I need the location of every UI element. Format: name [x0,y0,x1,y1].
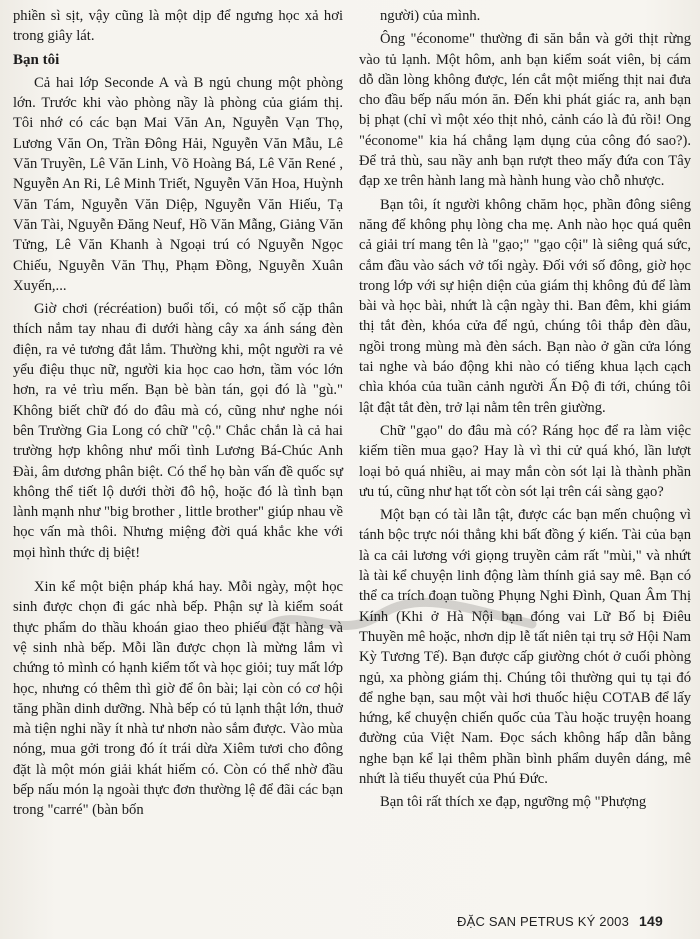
publication-title: ĐẶC SAN PETRUS KÝ 2003 [457,914,630,929]
left-column [13,6,343,824]
right-column [359,6,691,816]
paragraph: Một bạn có tài lẫn tật, được các bạn mến chuộng vì tánh bộc trực nói thẳng khi bất đồng ý kiến. Tài của bạn là ca cải lương với giọng truyền cảm rất "mùi," và nhứt là tài kể chuyện linh động làm thính giả say mê. Bạn có thể ca trích đoạn tuồng Phụng Nghi Đình, Quan Âm Thị Kính (Khi ở Hà Nội bạn đóng vai Lữ Bố bị Điêu Thuyền mê hoặc, nhơn dịp lễ tất niên tại trụ sở Hội Nam Kỳ Tương Tế). Bạn được cấp giường chót ở cuối phòng ngủ, xa phòng giám thị. Chúng tôi thường qui tụ tại đó để nghe bạn, sau một vài hơi thuốc hiệu COTAB để lấy hứng, kể chuyện chiến quốc của Tàu hoặc truyện hoang đường của Việt Nam. Đọc sách không hấp dẫn bằng nghe bạn kể lại thêm phần bình phẩm duyên dáng, mê nhứt là tiểu thuyết của Phú Đức. [359,507,691,787]
section-heading: Bạn tôi [13,51,60,68]
paragraph: Giờ chơi (récréation) buổi tối, có một số cặp thân thích nắm tay nhau đi dưới hàng cây xa ánh sáng đèn điện, ra vẻ tương đắt lắm. Thường khi, một người ra vẻ yểu điệu thục nữ, người kia học cao hơn, tầm vóc lớn hơn, ra vẻ trìu mến. Bạn bè bàn tán, gọi đó là "gù." Không biết chữ đó do đâu mà có, cũng như nghe nói bên Trường Gia Long có chữ "cộ." Chắc chắn là cả hai trường hợp không như mối tình Lương Bá-Chúc Anh Đài, âm dương phân biệt. Có thể họ bàn vấn đề quốc sự không thể tiết lộ dưới thời đô hộ, hoặc đó là tình bạn lành mạnh như "big brother , little brother" giúp nhau về học vấn mà thôi. Nhưng miệng đời quá khắc khe với mọi hình thức dị biệt! [13,301,343,561]
paragraph: Xin kể một biện pháp khá hay. Mỗi ngày, một học sinh được chọn đi gác nhà bếp. Phận sự là kiểm soát thực phẩm do thầu khoán giao theo phiếu đặt hàng và vệ sinh nhà bếp. Mỗi lần được chọn là mừng lắm vì chứng tỏ mình có hạnh kiểm tốt và học giỏi; tuy mất lớp học, nhưng có thêm thì giờ để ôn bài; lại còn có cơ hội tăng phần dinh dưỡng. Nhà bếp có tủ lạnh thật lớn, thuở mà tiện nghi nầy ít nhà tư nhơn nào sắm được. Vào mùa nóng, mua gởi trong đó ít trái dừa Xiêm tươi cho đông đặt là một món giải khát hiếm có. Còn có thể nhờ đầu bếp nấu món lạ ngoài thực đơn thường lệ để đãi các bạn trong "carré" (bàn bốn [13,579,343,819]
paragraph: Ông "économe" thường đi săn bắn và gởi thịt rừng vào tủ lạnh. Một hôm, anh bạn kiểm soát viên, bị cám dỗ dần lòng không được, lén cắt một miếng thịt nai đưa cho đầu bếp nấu món ăn. Đến khi phát giác ra, anh bạn bị phạt (chỉ vì một xéo thịt nhỏ, cảnh cáo là đủ rồi! Ong "économe" kia há chẳng lạm dụng của công đó sao?). Để trả thù, sau nầy anh bạn rượt theo mấy đứa con Tây đạp xe trên hành lang mà hành hung vào chỗ nhược. [359,31,691,190]
paragraph: Chữ "gạo" do đâu mà có? Ráng học để ra làm việc kiếm tiền mua gạo? Hay là vì thi cử quá khó, lần lượt loại bỏ quá nhiều, ai may mắn còn sót lại là thành phần ưu tú, cũng như hạt tốt còn sót lại trên cái sàng gạo? [359,422,691,500]
watermark-graphic [258,598,538,646]
page-number: 149 [639,913,663,929]
page-footer [457,913,687,929]
paragraph: phiền sì sịt, vậy cũng là một dịp để ngưng học xả hơi trong giây lát. [13,8,343,45]
paragraph: người) của mình. [380,8,481,24]
paragraph: Bạn tôi rất thích xe đạp, ngưỡng mộ "Phượng [380,794,647,811]
paragraph: Bạn tôi, ít người không chăm học, phần đông siêng năng để không phụ lòng cha mẹ. Anh nào học quá quên cả giải trí mang tên là "gạo;" "gạo cội" là siêng quá sức, cắm đầu vào sách vở tối ngày. Đối với số đông, giờ học trong lớp với sự hiện diện của giám thị không đủ để làm bài và học bài, nhứt là cận ngày thi. Ban đêm, khi giám thị tắt đèn, khóa cửa để ngủ, chúng tôi thắp đèn dầu, ngồi trong mùng mà đèn sách. Bạn nào ở gần cửa lóng tai nghe và báo động khi nào có tiếng khua lạch cạch chìa khóa của tuần cảnh người Ấn Độ đi tới, chúng tôi lật đật tắt đèn, trở lại nằm tên trên giường. [359,196,691,416]
paragraph: Cả hai lớp Seconde A và B ngủ chung một phòng lớn. Trước khi vào phòng nầy là phòng của giám thị. Tôi nhớ có các bạn Mai Văn An, Nguyễn Vạn Thọ, Lương Văn On, Trần Đông Hải, Nguyễn Văn Mẫu, Lê Văn Truyền, Lê Văn Linh, Võ Hoàng Bá, Lê Văn René , Nguyễn An Ri, Lê Minh Triết, Nguyễn Văn Hoa, Huỳnh Văn Tám, Nguyễn Văn Diệp, Nguyễn Văn Hiếu, Tạ Văn Tài, Nguyễn Đăng Neuf, Hồ Văn Mẫng, Giảng Văn Tửng, Lê Văn Khanh à Ngoại trú có Nguyễn Ngọc Chiếu, Nguyễn Văn Thụ, Phạm Đồng, Nguyễn Xuân Xuyến,... [13,74,343,294]
